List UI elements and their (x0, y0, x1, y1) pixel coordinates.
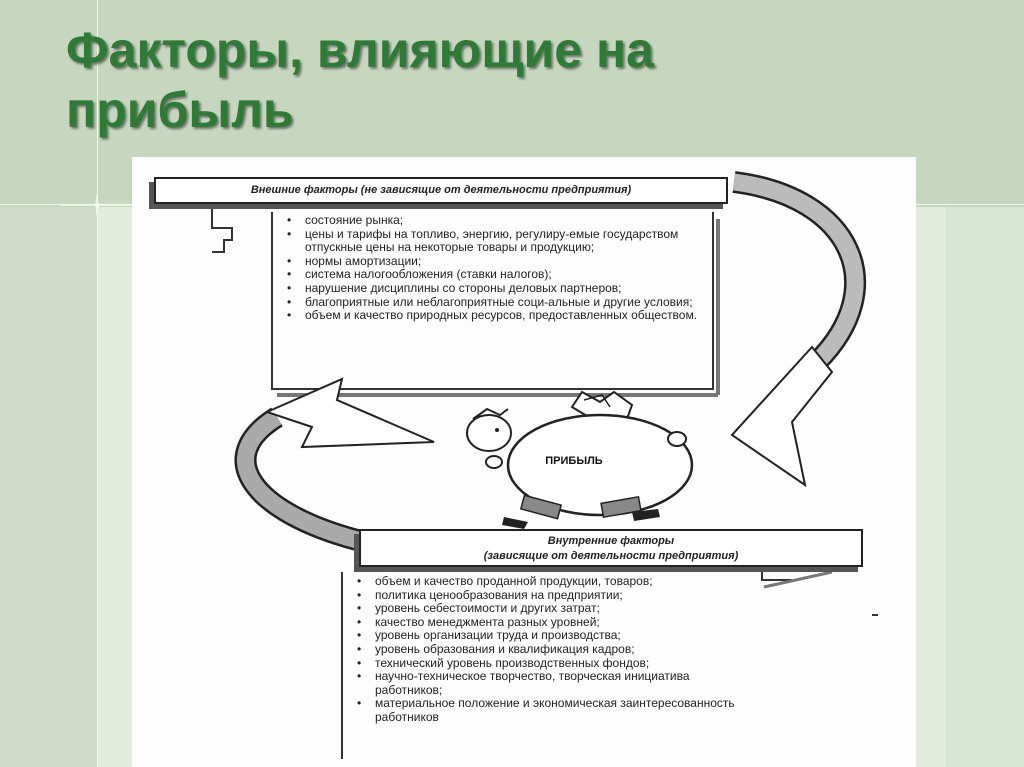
profit-label: ПРИБЫЛЬ (545, 455, 603, 467)
list-item: • благоприятные или неблагоприятные соци-альные и другие условия; (282, 296, 702, 310)
list-item: • уровень себестоимости и других затрат; (352, 602, 752, 616)
external-factors-header: Внешние факторы (не зависящие от деятельности предприятия) (154, 177, 728, 204)
list-item: • уровень организации труда и производства; (352, 629, 752, 643)
list-item: • система налогообложения (ставки налогов); (282, 268, 702, 282)
slide-title: Факторы, влияющие на прибыль (66, 22, 654, 138)
list-item: • политика ценообразования на предприятии; (352, 589, 752, 603)
left-decor-strip (0, 207, 97, 767)
list-item: • качество менеджмента разных уровней; (352, 616, 752, 630)
internal-factors-list (352, 575, 752, 725)
sparkle-icon (60, 195, 140, 215)
right-decor-strip (946, 207, 1024, 767)
list-item: • уровень образования и квалификация кадров; (352, 643, 752, 657)
list-item: • технический уровень производственных фондов; (352, 657, 752, 671)
list-item: • состояние рынка; (282, 214, 702, 228)
list-item: • объем и качество природных ресурсов, предоставленных обществом. (282, 309, 702, 323)
list-item: • цены и тарифы на топливо, энергию, регулиру-емые государством отпускные цены на некоторые товары и продукцию; (282, 228, 702, 255)
list-item: • научно-техническое творчество, творческая инициатива работников; (352, 670, 752, 697)
list-item: • нарушение дисциплины со стороны деловых партнеров; (282, 282, 702, 296)
list-item: • материальное положение и экономическая заинтересованность работников (352, 697, 752, 724)
internal-factors-header (359, 529, 863, 567)
diagram-scan (132, 157, 916, 767)
left-curved-arrow (246, 379, 434, 540)
internal-header-subtitle: (зависящие от деятельности предприятия) (483, 550, 739, 562)
list-item: • объем и качество проданной продукции, товаров; (352, 575, 752, 589)
list-item: • нормы амортизации; (282, 255, 702, 269)
internal-header-title: Внутренние факторы (547, 535, 675, 547)
external-factors-list (282, 214, 702, 323)
external-frame (212, 207, 232, 252)
right-curved-arrow (732, 182, 855, 485)
